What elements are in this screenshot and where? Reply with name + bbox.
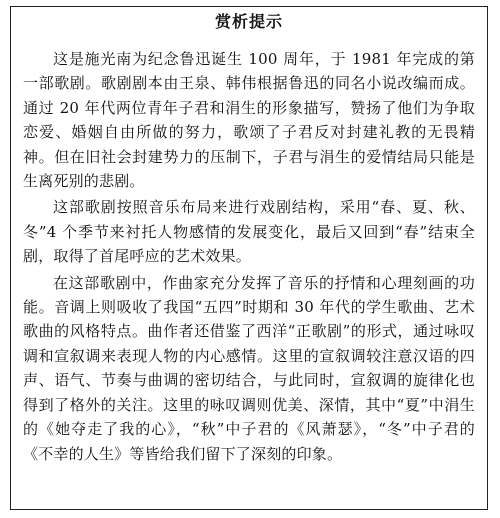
paragraph-1: 这是施光南为纪念鲁迅诞生 100 周年，于 1981 年完成的第一部歌剧。歌剧剧本由王泉、韩伟根据鲁迅的同名小说改编而成。通过 20 年代两位青年子君和涓生的形象描写，赞扬了他们为争取恋爱、婚姻自由所做的努力，歌颂了子君反对封建礼教的无畏精神。但在旧社会封建势力的压制下，子君与涓生的爱情结局只能是生离死别的悲剧。: [23, 50, 475, 191]
paragraph-2: 这部歌剧按照音乐布局来进行戏剧结构，采用“春、夏、秋、冬”4 个季节来衬托人物感情的发展变化，最后又回到“春”结束全剧，取得了首尾呼应的艺术效果。: [23, 198, 475, 266]
section-title: 赏析提示: [214, 12, 283, 31]
paragraph-3: 在这部歌剧中，作曲家充分发挥了音乐的抒情和心理刻画的功能。音调上则吸收了我国“五四”时期和 30 年代的学生歌曲、艺术歌曲的风格特点。曲作者还借鉴了西洋“正歌剧”的形式，通过咏叹调和宣叙调来表现人物的内心感情。这里的宣叙调较注意汉语的四声、语气、节奏与曲调的密切结合，与此同时，宣叙调的旋律化也得到了格外的关注。这里的咏叹调则优美、深情，其中“夏”中涓生的《她夺走了我的心》，“秋”中子君的《风萧瑟》，“冬”中子君的《不幸的人生》等皆给我们留下了深刻的印象。: [23, 273, 475, 463]
appreciation-box: [10, 6, 488, 510]
